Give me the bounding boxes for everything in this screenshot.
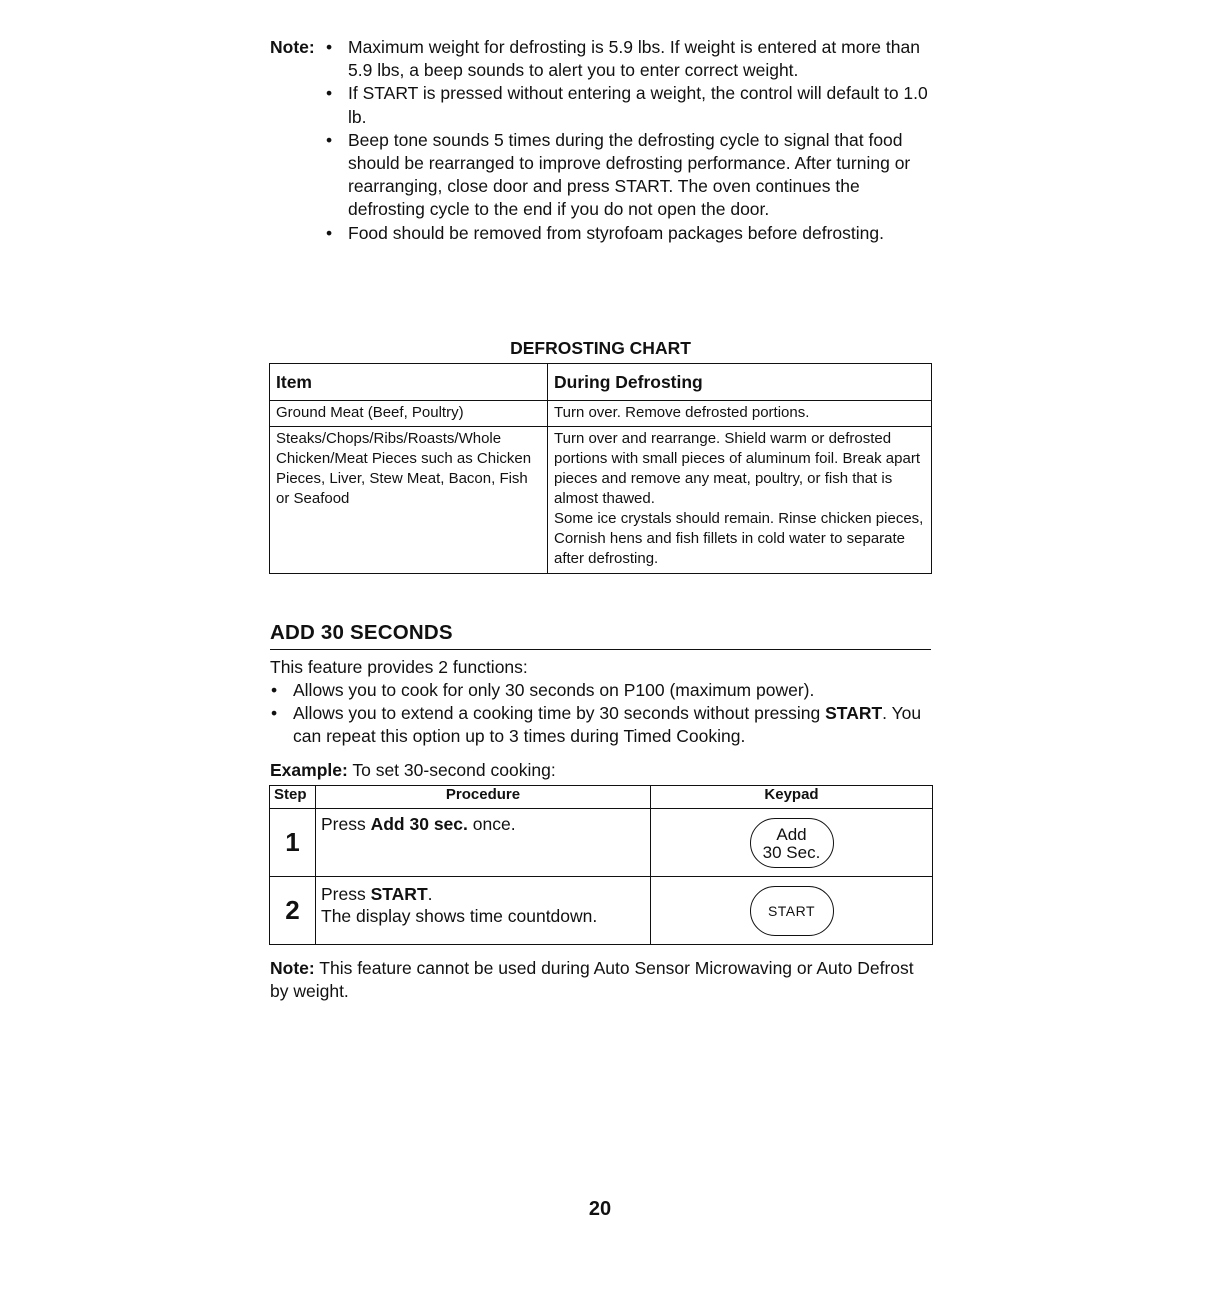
header-item: Item <box>270 364 548 401</box>
section-divider <box>270 649 931 650</box>
table-row <box>270 877 933 945</box>
note-item: • Beep tone sounds 5 times during the defrosting cycle to signal that food should be rearranged to improve defrosting performance. After turning or rearranging, close door and press START. The oven continues the defrosting cycle to the end if you do not open the door. <box>348 129 938 222</box>
feature-text: Allows you to extend a cooking time by 30 seconds without pressing <box>293 703 821 724</box>
steps-table <box>269 785 933 945</box>
procedure-key: START <box>370 884 428 904</box>
step-number: 1 <box>270 809 316 877</box>
note-item: • If START is pressed without entering a weight, the control will default to 1.0 lb. <box>348 82 938 128</box>
header-during-defrosting: During Defrosting <box>548 364 932 401</box>
note-item: • Maximum weight for defrosting is 5.9 lbs. If weight is entered at more than 5.9 lbs, a beep sounds to alert you to enter correct weight. <box>348 36 938 82</box>
example-label: Example: <box>270 760 348 780</box>
defrosting-chart-title: DEFROSTING CHART <box>510 338 691 358</box>
keypad-cell <box>651 877 933 945</box>
table-row <box>270 427 932 574</box>
note-text: This feature cannot be used during Auto Sensor Microwaving or Auto Defrost by weight. <box>270 958 914 1002</box>
row-during <box>548 427 932 574</box>
section-title: ADD 30 SECONDS <box>270 621 453 644</box>
add-30-sec-key-icon <box>750 818 834 868</box>
table-header-row <box>270 364 932 401</box>
keypad-cell <box>651 809 933 877</box>
procedure-text: once. <box>472 814 516 834</box>
table-header-row <box>270 786 933 809</box>
row-during-text: Turn over and rearrange. Shield warm or defrosted portions with small pieces of aluminum foil. Break apart pieces and remove any meat, poultry, or fish that is almost thawed. <box>554 430 920 507</box>
procedure-key: Add 30 sec. <box>370 814 468 834</box>
feature-item: • Allows you to cook for only 30 seconds on P100 (maximum power). <box>293 679 943 702</box>
row-during: Turn over. Remove defrosted portions. <box>548 401 932 427</box>
procedure-line <box>321 883 646 905</box>
step-procedure <box>316 809 651 877</box>
header-keypad: Keypad <box>651 786 933 809</box>
step-procedure <box>316 877 651 945</box>
start-emphasis: START <box>825 703 883 724</box>
procedure-text: Press <box>321 814 366 834</box>
feature-list <box>293 679 943 749</box>
procedure-text: Press <box>321 884 366 904</box>
feature-intro: This feature provides 2 functions: <box>270 657 528 677</box>
row-item: Steaks/Chops/Ribs/Roasts/Whole Chicken/Meat Pieces such as Chicken Pieces, Liver, Stew Meat, Bacon, Fish or Seafood <box>270 427 548 574</box>
table-row <box>270 401 932 427</box>
header-step: Step <box>270 786 316 809</box>
example-line <box>270 759 556 782</box>
key-label: 30 Sec. <box>762 842 821 862</box>
note-list <box>348 36 938 245</box>
page-number: 20 <box>588 1198 612 1220</box>
procedure-text: . <box>427 884 433 904</box>
note-item: • Food should be removed from styrofoam packages before defrosting. <box>348 222 938 245</box>
row-item: Ground Meat (Beef, Poultry) <box>270 401 548 427</box>
table-row <box>270 809 933 877</box>
example-text: To set 30-second cooking: <box>352 760 556 780</box>
feature-note <box>270 957 930 1003</box>
feature-item <box>293 702 943 748</box>
defrosting-chart-table <box>269 363 932 574</box>
row-during-extra: Some ice crystals should remain. Rinse chicken pieces, Cornish hens and fish fillets in cold water to separate after defrosting. <box>554 510 924 567</box>
step-number: 2 <box>270 877 316 945</box>
procedure-line: The display shows time countdown. <box>321 906 598 926</box>
key-label: Add <box>776 824 807 844</box>
header-procedure: Procedure <box>316 786 651 809</box>
note-label: Note: <box>270 37 315 57</box>
feature-text: . You can repeat this option up to 3 times during Timed Cooking. <box>293 703 922 747</box>
start-key-icon: START <box>750 886 834 936</box>
note-label: Note: <box>270 958 315 978</box>
